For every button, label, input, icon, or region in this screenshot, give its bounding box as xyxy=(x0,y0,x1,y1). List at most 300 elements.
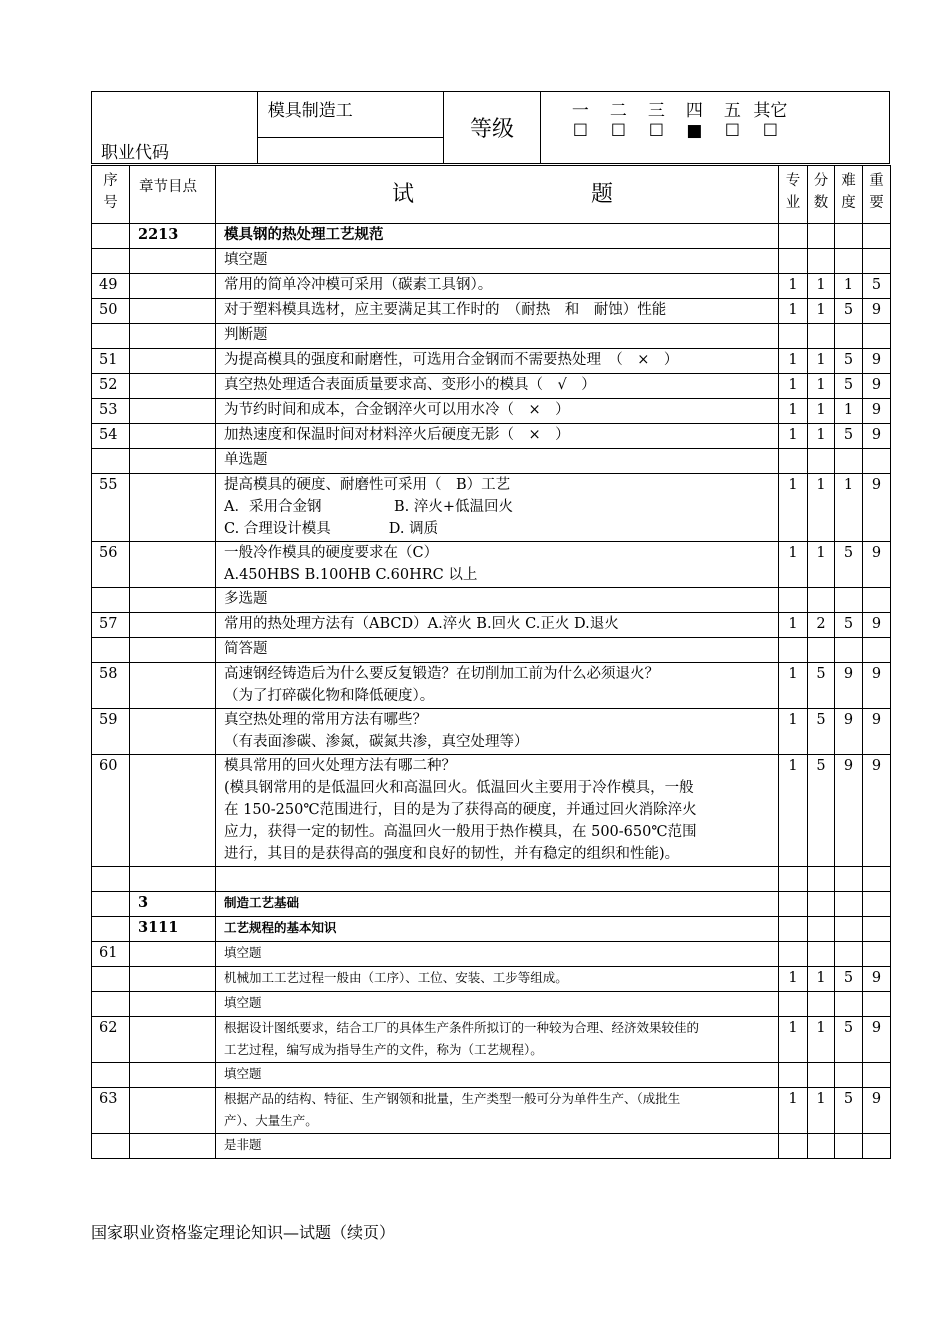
question-line: 对于塑料模具选材，应主要满足其工作时的 （耐热 和 耐蚀）性能 xyxy=(224,302,667,318)
row-difficulty xyxy=(835,1063,863,1088)
question-line: 制造工艺基础 xyxy=(224,895,300,910)
row-difficulty xyxy=(835,942,863,967)
row-importance: 9 xyxy=(863,613,891,638)
question-line: 工艺规程的基本知识 xyxy=(224,920,337,935)
row-score: 1 xyxy=(808,349,835,374)
table-row xyxy=(92,709,891,755)
row-major xyxy=(779,942,808,967)
row-score xyxy=(808,892,835,917)
question-line: 应力，获得一定的韧性。高温回火一般用于热作模具，在 500-650℃范围 xyxy=(224,824,697,840)
question-line: 填空题 xyxy=(224,1066,262,1081)
col-imp-label: 重要 xyxy=(869,173,884,211)
row-number xyxy=(92,992,130,1017)
row-major: 1 xyxy=(779,349,808,374)
row-chapter xyxy=(130,755,216,867)
row-major xyxy=(779,1063,808,1088)
row-difficulty xyxy=(835,992,863,1017)
row-number: 56 xyxy=(92,542,130,588)
row-major xyxy=(779,992,808,1017)
row-number xyxy=(92,867,130,892)
row-importance: 5 xyxy=(863,274,891,299)
row-number xyxy=(92,917,130,942)
row-major xyxy=(779,892,808,917)
question-line: 产）、大量生产。 xyxy=(224,1113,318,1128)
row-score xyxy=(808,942,835,967)
row-number xyxy=(92,967,130,992)
row-difficulty: 5 xyxy=(835,1088,863,1134)
row-difficulty xyxy=(835,249,863,274)
row-importance xyxy=(863,449,891,474)
row-difficulty: 5 xyxy=(835,424,863,449)
question-line: （为了打碎碳化物和降低硬度）。 xyxy=(224,688,435,704)
job-name-cell xyxy=(257,92,443,138)
row-question xyxy=(216,324,779,349)
table-row xyxy=(92,755,891,867)
col-header-no xyxy=(92,166,130,224)
row-number: 58 xyxy=(92,663,130,709)
row-number: 51 xyxy=(92,349,130,374)
row-difficulty xyxy=(835,449,863,474)
row-question xyxy=(216,474,779,542)
level-checkbox[interactable]: ☐ xyxy=(572,121,589,141)
row-major: 1 xyxy=(779,424,808,449)
row-question xyxy=(216,424,779,449)
col-header-diff xyxy=(835,166,863,224)
row-chapter xyxy=(130,613,216,638)
question-line: 进行，其目的是获得高的强度和良好的韧性，并有稳定的组织和性能)。 xyxy=(224,846,680,862)
row-number: 53 xyxy=(92,399,130,424)
row-major: 1 xyxy=(779,967,808,992)
level-checkbox[interactable]: ☐ xyxy=(724,121,741,141)
table-row xyxy=(92,1088,891,1134)
row-major xyxy=(779,449,808,474)
level-label: 其它 xyxy=(753,101,788,121)
level-label: 三 xyxy=(647,101,665,121)
row-score: 2 xyxy=(808,613,835,638)
row-chapter xyxy=(130,588,216,613)
row-number xyxy=(92,324,130,349)
col-header-question xyxy=(216,166,779,224)
question-line: 填空题 xyxy=(224,945,262,960)
row-difficulty: 5 xyxy=(835,613,863,638)
row-question xyxy=(216,299,779,324)
row-major: 1 xyxy=(779,755,808,867)
row-question xyxy=(216,663,779,709)
row-score xyxy=(808,324,835,349)
row-difficulty xyxy=(835,917,863,942)
row-question xyxy=(216,709,779,755)
row-question xyxy=(216,942,779,967)
table-row xyxy=(92,224,891,249)
question-line: 为提高模具的强度和耐磨性，可选用合金钢而不需要热处理 （ × ） xyxy=(224,352,679,368)
question-line: 为节约时间和成本，合金钢淬火可以用水冷（ × ） xyxy=(224,402,570,418)
row-difficulty: 5 xyxy=(835,349,863,374)
row-chapter xyxy=(130,1088,216,1134)
question-line: 根据产品的结构、特征、生产钢领和批量，生产类型一般可分为单件生产、（成批生 xyxy=(224,1091,681,1106)
row-question xyxy=(216,399,779,424)
level-labels xyxy=(561,96,889,121)
row-chapter xyxy=(130,399,216,424)
row-question xyxy=(216,892,779,917)
row-chapter xyxy=(130,249,216,274)
table-row xyxy=(92,613,891,638)
question-line: 根据设计图纸要求，结合工厂的具体生产条件所拟订的一种较为合理、经济效果较佳的 xyxy=(224,1020,700,1035)
row-major xyxy=(779,249,808,274)
row-question xyxy=(216,917,779,942)
row-difficulty xyxy=(835,324,863,349)
row-major: 1 xyxy=(779,299,808,324)
row-major: 1 xyxy=(779,1017,808,1063)
level-label: 五 xyxy=(723,101,741,121)
row-question xyxy=(216,224,779,249)
row-chapter xyxy=(130,1134,216,1159)
row-question xyxy=(216,542,779,588)
row-difficulty xyxy=(835,892,863,917)
row-score: 5 xyxy=(808,709,835,755)
row-chapter xyxy=(130,349,216,374)
row-number xyxy=(92,1134,130,1159)
row-major xyxy=(779,588,808,613)
row-number: 60 xyxy=(92,755,130,867)
row-difficulty: 5 xyxy=(835,299,863,324)
row-major: 1 xyxy=(779,709,808,755)
level-label: 二 xyxy=(609,101,627,121)
row-importance xyxy=(863,224,891,249)
grade-label: 等级 xyxy=(469,117,514,142)
row-importance xyxy=(863,1134,891,1159)
row-score: 1 xyxy=(808,474,835,542)
question-line: 判断题 xyxy=(224,327,268,343)
level-cell xyxy=(541,92,890,164)
row-question xyxy=(216,1063,779,1088)
row-score: 1 xyxy=(808,424,835,449)
row-chapter xyxy=(130,542,216,588)
row-importance: 9 xyxy=(863,374,891,399)
row-importance: 9 xyxy=(863,424,891,449)
row-difficulty: 9 xyxy=(835,663,863,709)
row-chapter xyxy=(130,449,216,474)
question-table xyxy=(91,165,891,1159)
table-row xyxy=(92,1134,891,1159)
row-chapter xyxy=(130,424,216,449)
row-number: 61 xyxy=(92,942,130,967)
row-major: 1 xyxy=(779,474,808,542)
row-chapter xyxy=(130,638,216,663)
table-row xyxy=(92,449,891,474)
row-question xyxy=(216,374,779,399)
question-line: 机械加工工艺过程一般由（工序）、工位、安装、工步等组成。 xyxy=(224,970,568,985)
question-line: C. 合理设计模具 D. 调质 xyxy=(224,521,439,537)
table-row xyxy=(92,1063,891,1088)
question-line: 模具常用的回火处理方法有哪二种？ xyxy=(224,758,456,774)
row-score xyxy=(808,249,835,274)
page-footer: 国家职业资格鉴定理论知识—试题（续页） xyxy=(91,1223,396,1242)
row-difficulty xyxy=(835,867,863,892)
question-line: 真空热处理适合表面质量要求高、变形小的模具（ √ ） xyxy=(224,377,596,393)
question-line: 简答题 xyxy=(224,641,268,657)
question-line: 加热速度和保温时间对材料淬火后硬度无影（ × ） xyxy=(224,427,570,443)
table-row xyxy=(92,399,891,424)
question-line: （有表面渗碳、渗氮，碳氮共渗，真空处理等） xyxy=(224,734,529,750)
row-score xyxy=(808,1063,835,1088)
row-number: 50 xyxy=(92,299,130,324)
header-table xyxy=(91,91,890,164)
row-score xyxy=(808,638,835,663)
row-question xyxy=(216,1088,779,1134)
row-score xyxy=(808,867,835,892)
row-number: 62 xyxy=(92,1017,130,1063)
row-difficulty xyxy=(835,224,863,249)
row-chapter xyxy=(130,967,216,992)
row-chapter xyxy=(130,274,216,299)
row-importance: 9 xyxy=(863,399,891,424)
row-importance xyxy=(863,324,891,349)
row-score xyxy=(808,449,835,474)
row-importance xyxy=(863,588,891,613)
row-question xyxy=(216,1134,779,1159)
row-difficulty: 1 xyxy=(835,399,863,424)
row-importance: 9 xyxy=(863,349,891,374)
row-importance: 9 xyxy=(863,474,891,542)
row-importance: 9 xyxy=(863,709,891,755)
row-question xyxy=(216,992,779,1017)
grade-cell xyxy=(443,92,541,164)
table-row xyxy=(92,588,891,613)
row-chapter: 3111 xyxy=(130,917,216,942)
row-chapter xyxy=(130,324,216,349)
row-number xyxy=(92,449,130,474)
table-row xyxy=(92,299,891,324)
table-row xyxy=(92,542,891,588)
row-number xyxy=(92,892,130,917)
table-row xyxy=(92,474,891,542)
col-header-imp xyxy=(863,166,891,224)
table-row xyxy=(92,424,891,449)
job-name: 模具制造工 xyxy=(267,101,353,121)
table-row xyxy=(92,967,891,992)
row-number: 57 xyxy=(92,613,130,638)
question-line: 真空热处理的常用方法有哪些？ xyxy=(224,712,427,728)
row-number: 59 xyxy=(92,709,130,755)
row-importance xyxy=(863,867,891,892)
row-score: 1 xyxy=(808,542,835,588)
row-major xyxy=(779,917,808,942)
row-major: 1 xyxy=(779,613,808,638)
row-question xyxy=(216,449,779,474)
row-major: 1 xyxy=(779,542,808,588)
row-importance xyxy=(863,942,891,967)
job-code-cell xyxy=(92,92,258,164)
row-question xyxy=(216,755,779,867)
row-difficulty: 1 xyxy=(835,474,863,542)
question-line: 是非题 xyxy=(224,1137,262,1152)
row-number xyxy=(92,588,130,613)
table-row xyxy=(92,892,891,917)
row-major: 1 xyxy=(779,274,808,299)
row-importance xyxy=(863,638,891,663)
row-chapter xyxy=(130,299,216,324)
row-difficulty: 9 xyxy=(835,709,863,755)
col-header-q2: 题 xyxy=(591,181,614,207)
row-difficulty: 5 xyxy=(835,374,863,399)
row-major: 1 xyxy=(779,663,808,709)
col-header-chapter: 章节目点 xyxy=(130,166,216,224)
row-importance: 9 xyxy=(863,542,891,588)
row-difficulty: 9 xyxy=(835,755,863,867)
question-line: 填空题 xyxy=(224,252,268,268)
question-line: 单选题 xyxy=(224,452,268,468)
row-chapter xyxy=(130,867,216,892)
row-importance: 9 xyxy=(863,1017,891,1063)
question-line: (模具钢常用的是低温回火和高温回火。低温回火主要用于冷作模具，一般 xyxy=(224,780,694,796)
level-checkbox[interactable]: ☐ xyxy=(610,121,627,141)
question-line: 高速钢经铸造后为什么要反复锻造？在切削加工前为什么必须退火？ xyxy=(224,666,659,682)
table-row xyxy=(92,249,891,274)
row-question xyxy=(216,1017,779,1063)
row-importance: 9 xyxy=(863,1088,891,1134)
row-score: 1 xyxy=(808,1017,835,1063)
row-question xyxy=(216,867,779,892)
question-line: 工艺过程，编写成为指导生产的文件，称为（工艺规程）。 xyxy=(224,1042,543,1057)
question-line: 在 150-250℃范围进行，目的是为了获得高的硬度，并通过回火消除淬火 xyxy=(224,802,697,818)
question-line: 模具钢的热处理工艺规范 xyxy=(224,226,384,243)
row-importance: 9 xyxy=(863,755,891,867)
col-major-label: 专业 xyxy=(785,173,801,211)
row-score xyxy=(808,224,835,249)
table-row xyxy=(92,917,891,942)
row-number: 55 xyxy=(92,474,130,542)
col-header-major xyxy=(779,166,808,224)
row-score: 5 xyxy=(808,663,835,709)
question-line: 多选题 xyxy=(224,591,268,607)
row-number xyxy=(92,638,130,663)
question-line: A．采用合金钢 B. 淬火+低温回火 xyxy=(224,499,513,515)
row-number xyxy=(92,249,130,274)
row-number: 63 xyxy=(92,1088,130,1134)
row-question xyxy=(216,638,779,663)
row-score: 1 xyxy=(808,374,835,399)
row-score xyxy=(808,588,835,613)
row-score: 1 xyxy=(808,274,835,299)
row-question xyxy=(216,249,779,274)
row-major xyxy=(779,867,808,892)
level-checkbox[interactable]: ■ xyxy=(686,121,703,141)
row-major xyxy=(779,324,808,349)
row-question xyxy=(216,349,779,374)
row-number xyxy=(92,1063,130,1088)
question-line: A.450HBS B.100HB C.60HRC 以上 xyxy=(224,567,478,583)
row-question xyxy=(216,967,779,992)
row-importance xyxy=(863,1063,891,1088)
row-difficulty: 5 xyxy=(835,542,863,588)
row-major: 1 xyxy=(779,399,808,424)
table-row xyxy=(92,867,891,892)
row-score xyxy=(808,1134,835,1159)
row-major xyxy=(779,1134,808,1159)
row-score xyxy=(808,992,835,1017)
table-row xyxy=(92,374,891,399)
table-row xyxy=(92,324,891,349)
row-question xyxy=(216,274,779,299)
table-row xyxy=(92,638,891,663)
row-score: 1 xyxy=(808,967,835,992)
row-chapter xyxy=(130,1017,216,1063)
row-importance xyxy=(863,992,891,1017)
row-major: 1 xyxy=(779,374,808,399)
question-line: 一般冷作模具的硬度要求在（C） xyxy=(224,545,439,561)
row-chapter xyxy=(130,942,216,967)
row-difficulty xyxy=(835,588,863,613)
row-number: 54 xyxy=(92,424,130,449)
row-importance: 9 xyxy=(863,299,891,324)
level-checkbox[interactable]: ☐ xyxy=(762,121,779,141)
row-score: 5 xyxy=(808,755,835,867)
row-difficulty xyxy=(835,1134,863,1159)
row-score: 1 xyxy=(808,399,835,424)
table-row xyxy=(92,1017,891,1063)
level-label: 一 xyxy=(571,101,589,121)
level-label: 四 xyxy=(685,101,703,121)
row-score xyxy=(808,917,835,942)
table-row xyxy=(92,274,891,299)
row-question xyxy=(216,613,779,638)
row-number: 49 xyxy=(92,274,130,299)
row-importance xyxy=(863,917,891,942)
row-chapter: 3 xyxy=(130,892,216,917)
job-code-value-cell xyxy=(257,138,443,164)
col-header-score xyxy=(808,166,835,224)
row-importance: 9 xyxy=(863,967,891,992)
row-difficulty xyxy=(835,638,863,663)
level-checkboxes xyxy=(561,121,889,141)
row-chapter xyxy=(130,1063,216,1088)
col-diff-label: 难度 xyxy=(841,173,856,211)
row-chapter xyxy=(130,663,216,709)
row-chapter xyxy=(130,992,216,1017)
table-row xyxy=(92,942,891,967)
row-number xyxy=(92,224,130,249)
row-major xyxy=(779,224,808,249)
question-line: 填空题 xyxy=(224,995,262,1010)
table-row xyxy=(92,992,891,1017)
row-importance: 9 xyxy=(863,663,891,709)
row-major: 1 xyxy=(779,1088,808,1134)
row-major xyxy=(779,638,808,663)
col-header-q1: 试 xyxy=(392,181,415,207)
row-difficulty: 1 xyxy=(835,274,863,299)
row-chapter xyxy=(130,474,216,542)
row-difficulty: 5 xyxy=(835,967,863,992)
row-importance xyxy=(863,892,891,917)
row-number: 52 xyxy=(92,374,130,399)
col-no-label: 序号 xyxy=(103,173,118,211)
table-row xyxy=(92,349,891,374)
question-line: 常用的热处理方法有（ABCD）A.淬火 B.回火 C.正火 D.退火 xyxy=(224,616,619,632)
row-importance xyxy=(863,249,891,274)
table-row xyxy=(92,663,891,709)
row-question xyxy=(216,588,779,613)
question-line: 提高模具的硬度、耐磨性可采用（ B）工艺 xyxy=(224,477,511,493)
question-line: 常用的简单冷冲模可采用（碳素工具钢）。 xyxy=(224,277,493,293)
level-checkbox[interactable]: ☐ xyxy=(648,121,665,141)
job-code-label: 职业代码 xyxy=(101,143,169,163)
row-chapter xyxy=(130,709,216,755)
row-score: 1 xyxy=(808,299,835,324)
row-chapter: 2213 xyxy=(130,224,216,249)
col-score-label: 分数 xyxy=(813,173,829,211)
row-score: 1 xyxy=(808,1088,835,1134)
row-difficulty: 5 xyxy=(835,1017,863,1063)
